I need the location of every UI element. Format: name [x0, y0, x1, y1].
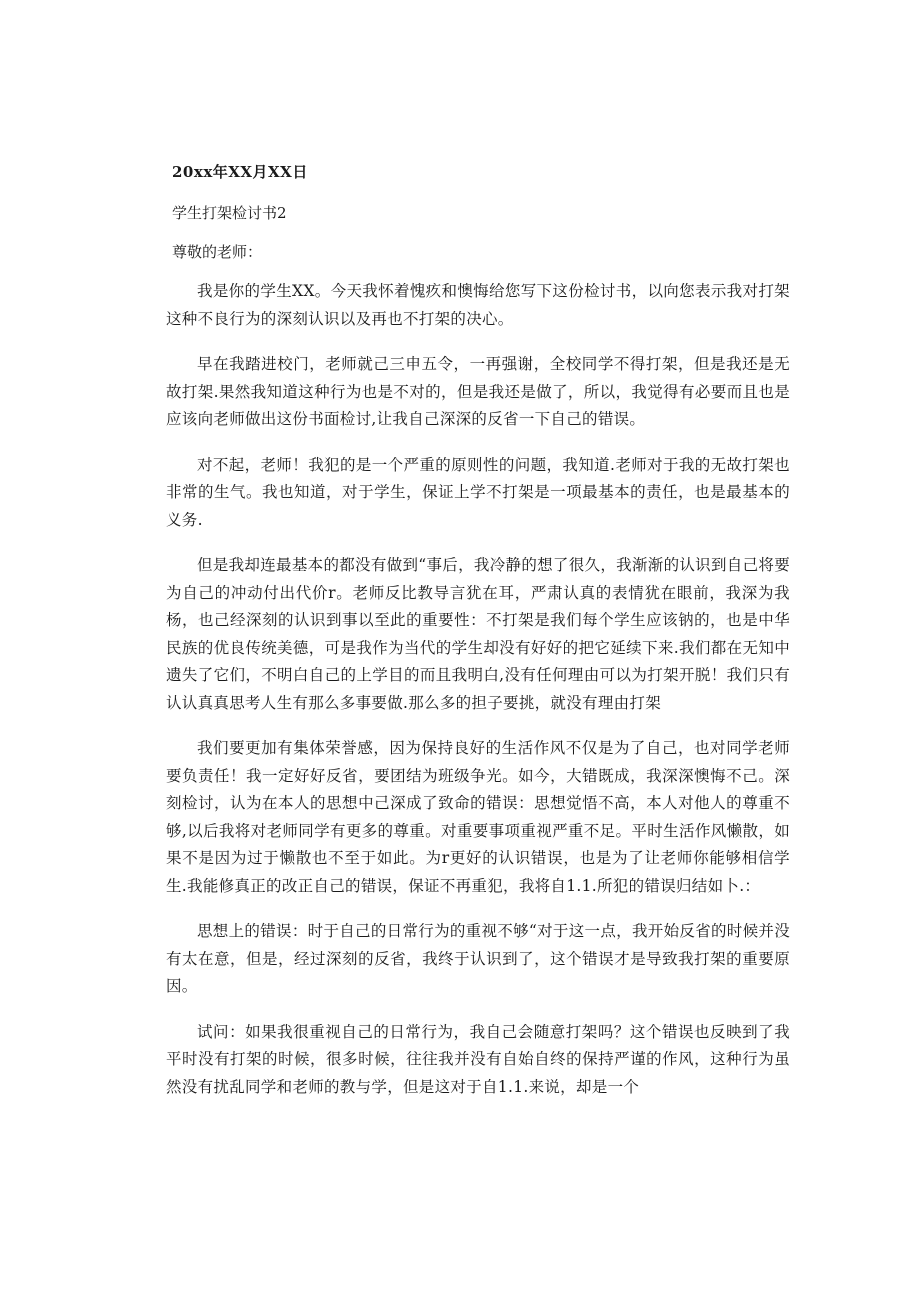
paragraph: 早在我踏进校门，老师就己三申五令，一再强谢，全校同学不得打架，但是我还是无故打架.果然我知道这种行为也是不对的，但是我还是做了，所以，我觉得有必要而且也是应该向老师做出这份书面检讨,让我自己深深的反省一下自己的错误。 [166, 355, 790, 428]
paragraph: 但是我却连最基本的都没有做到“事后，我冷静的想了很久，我渐渐的认识到自己将要为自己的冲动付出代价r。老师反比教导言犹在耳，严肃认真的表情犹在眼前，我深为我杨，也己经深刻的认识到事以至此的重要性：不打架是我们每个学生应该钠的，也是中华民族的优良传统美德，可是我作为当代的学生却没有好好的把它延续下来.我们都在无知中遗失了它们，不明白自己的上学目的而且我明白,没有任何理由可以为打架开脱！我们只有认认真真思考人生有那么多事要做.那么多的担子要挑，就没有理由打架 [166, 556, 790, 712]
document-title: 学生打架检讨书2 [172, 204, 287, 222]
paragraph: 我们要更加有集体荣誉感，因为保持良好的生活作风不仅是为了自己，也对同学老师要负责任！我一定好好反省，要团结为班级争光。如今，大错既成，我深深懊悔不己。深刻检讨，认为在本人的思想中己深成了致命的错误：思想觉悟不高，本人对他人的尊重不够,以后我将对老师同学有更多的尊重。对重要事项重视严重不足。平时生活作风懒散，如果不是因为过于懒散也不至于如此。为r更好的认识错误，也是为了让老师你能够相信学生.我能修真正的改正自己的错误，保证不再重犯，我将自1.1.所犯的错误归结如卜.： [166, 739, 790, 895]
paragraph: 思想上的错误：时于自己的日常行为的重视不够“对于这一点，我开始反省的时候并没有太在意，但是，经过深刻的反省，我终于认识到了，这个错误才是导致我打架的重要原因。 [166, 922, 790, 995]
paragraph: 对不起，老师！我犯的是一个严重的原则性的问题，我知道.老师对于我的无故打架也非常的生气。我也知道，对于学生，保证上学不打架是一项最基本的责任，也是最基本的义务. [166, 455, 790, 529]
paragraph: 试问：如果我很重视自己的日常行为，我自己会随意打架吗？这个错误也反映到了我平时没有打架的时候，很多时候，往往我并没有自始自终的保持严谨的作风，这种行为虽然没有扰乱同学和老师的教与学，但是这对于自1.1.来说，却是一个 [166, 1022, 790, 1096]
document-date: 20xx年XX月XX日 [172, 163, 308, 181]
document-page [166, 160, 790, 1119]
salutation: 尊敬的老师： [172, 243, 263, 261]
paragraph: 我是你的学生XX。今天我怀着愧疚和懊悔给您写下这份检讨书，以向您表示我对打架这种不良行为的深刻认识以及再也不打架的决心。 [166, 282, 790, 328]
